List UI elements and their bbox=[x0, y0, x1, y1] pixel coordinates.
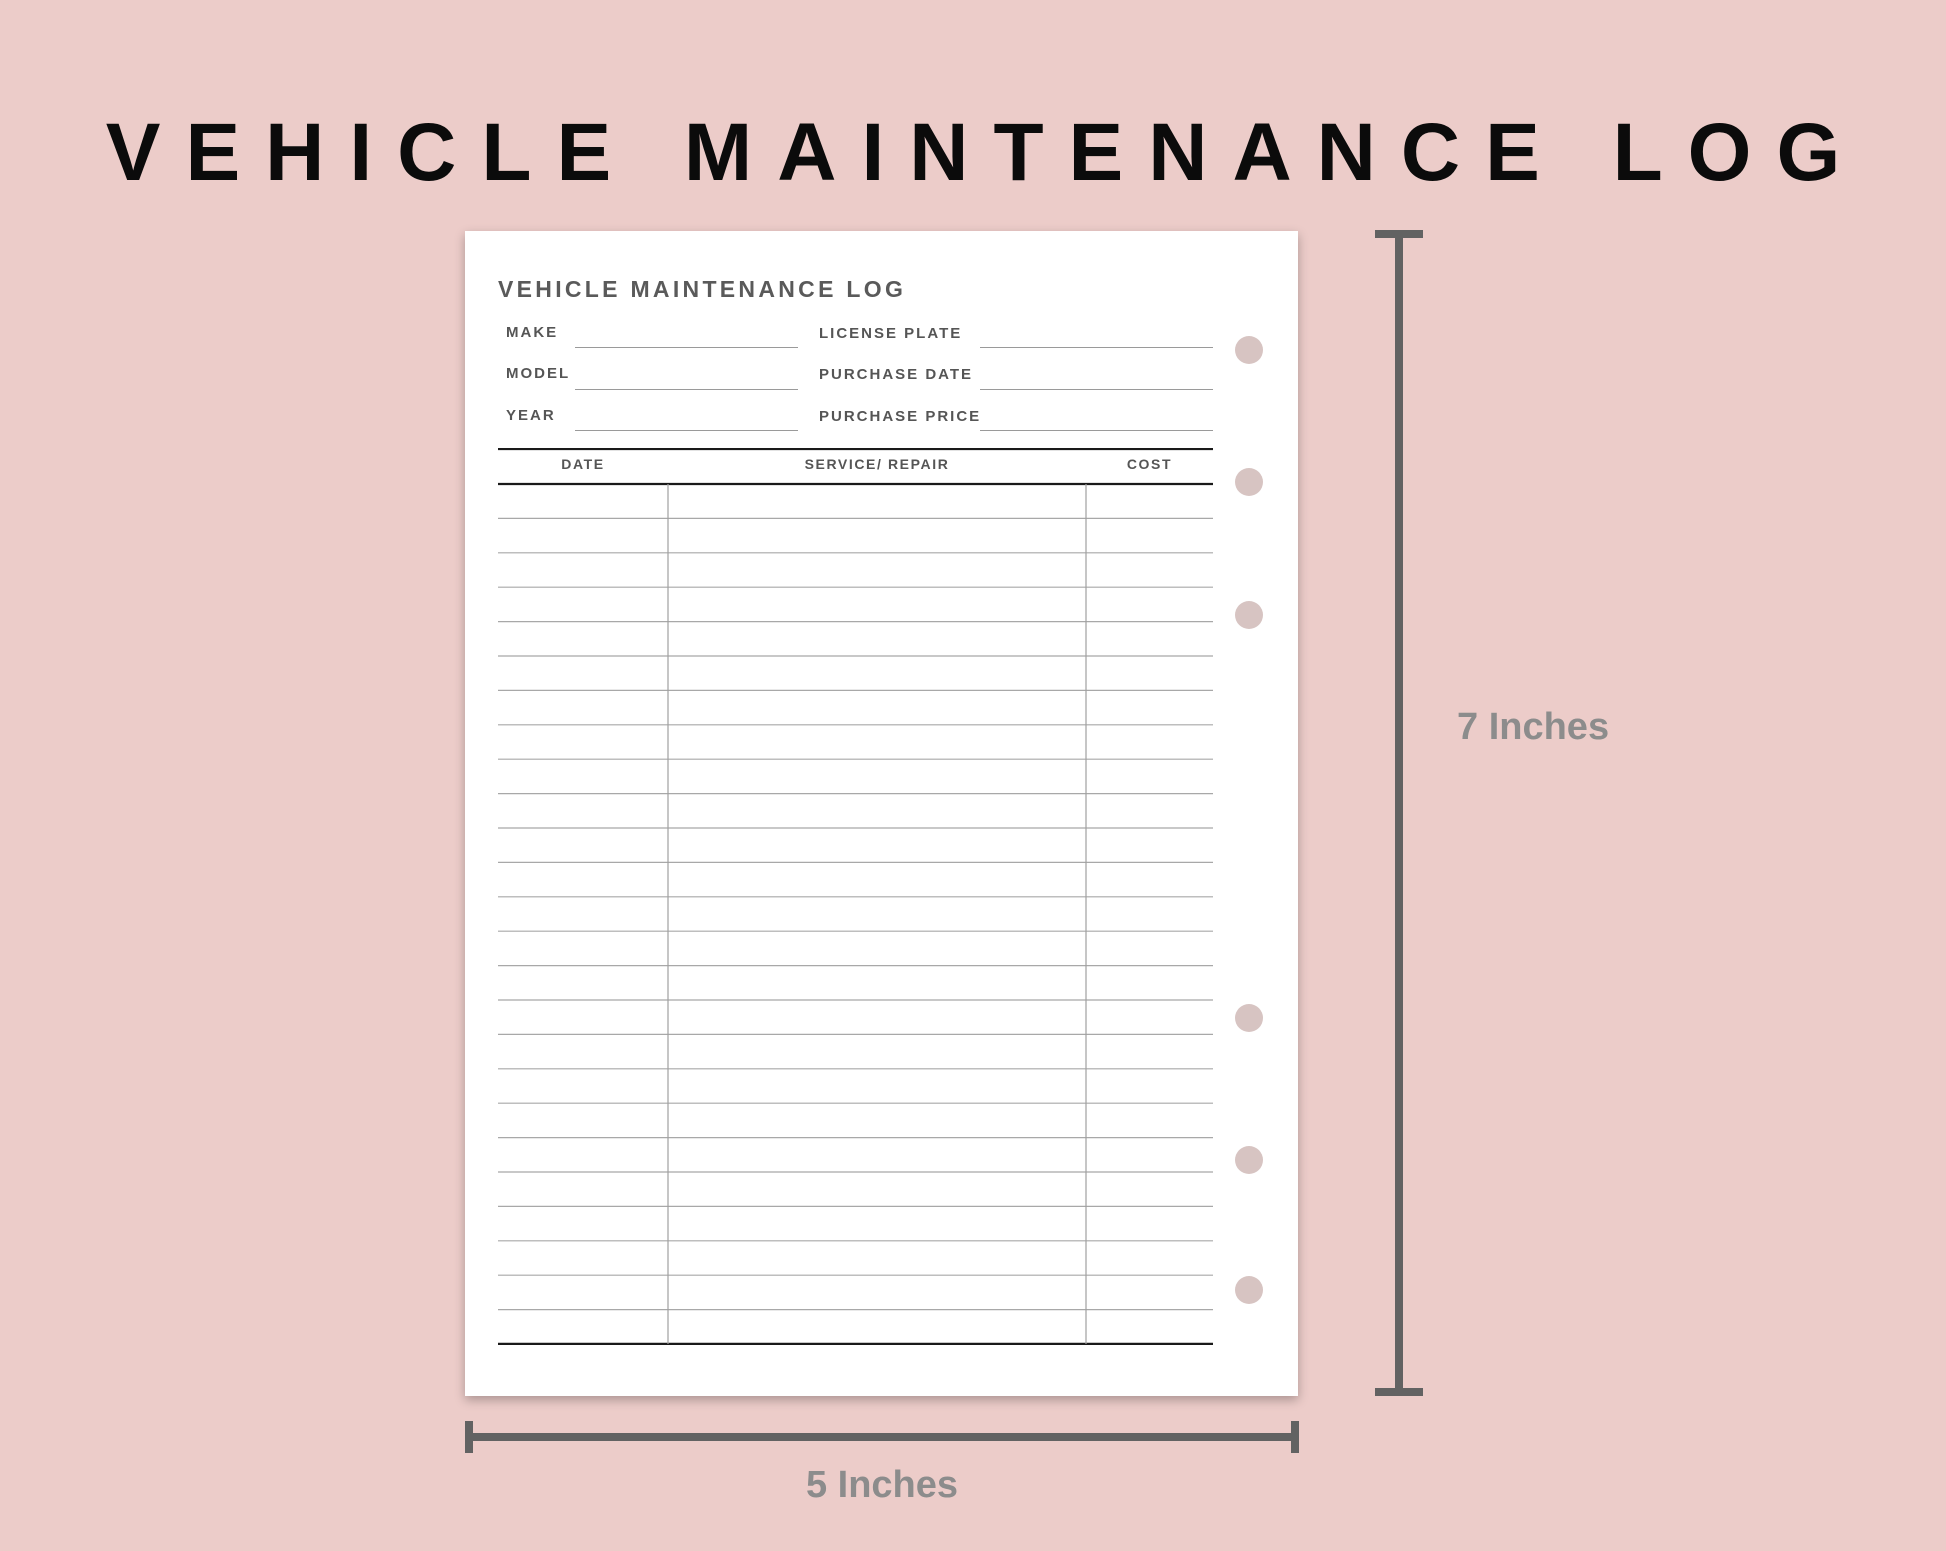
punch-hole bbox=[1235, 601, 1263, 629]
license-plate-field[interactable] bbox=[980, 347, 1213, 348]
column-header-service-repair: SERVICE/ REPAIR bbox=[804, 456, 950, 472]
punch-hole bbox=[1235, 1146, 1263, 1174]
width-dimension-label: 5 Inches bbox=[805, 1464, 959, 1506]
log-sheet bbox=[465, 231, 1298, 1396]
purchase-price-field[interactable] bbox=[980, 430, 1213, 431]
model-label: MODEL bbox=[506, 365, 571, 382]
purchase-date-field[interactable] bbox=[980, 389, 1213, 390]
purchase-date-label: PURCHASE DATE bbox=[819, 366, 974, 383]
purchase-price-label: PURCHASE PRICE bbox=[819, 408, 982, 425]
height-dimension-line bbox=[1395, 230, 1403, 1396]
column-header-date: DATE bbox=[561, 456, 605, 472]
year-field[interactable] bbox=[575, 430, 798, 431]
height-dimension-label: 7 Inches bbox=[1457, 706, 1610, 748]
punch-hole bbox=[1235, 468, 1263, 496]
make-field[interactable] bbox=[575, 347, 798, 348]
table-grid bbox=[498, 448, 1213, 1345]
sheet-title: VEHICLE MAINTENANCE LOG bbox=[498, 276, 907, 302]
main-heading: VEHICLE MAINTENANCE LOG bbox=[105, 107, 1866, 198]
model-field[interactable] bbox=[575, 389, 798, 390]
punch-hole bbox=[1235, 1004, 1263, 1032]
column-header-cost: COST bbox=[1126, 456, 1173, 472]
license-plate-label: LICENSE PLATE bbox=[819, 325, 963, 342]
maintenance-table bbox=[498, 448, 1213, 1345]
punch-hole bbox=[1235, 1276, 1263, 1304]
height-dimension-cap-bottom bbox=[1375, 1388, 1423, 1396]
width-dimension-cap-right bbox=[1291, 1421, 1299, 1453]
width-dimension-line bbox=[465, 1433, 1299, 1441]
punch-hole bbox=[1235, 336, 1263, 364]
year-label: YEAR bbox=[506, 407, 556, 424]
make-label: MAKE bbox=[506, 324, 559, 341]
